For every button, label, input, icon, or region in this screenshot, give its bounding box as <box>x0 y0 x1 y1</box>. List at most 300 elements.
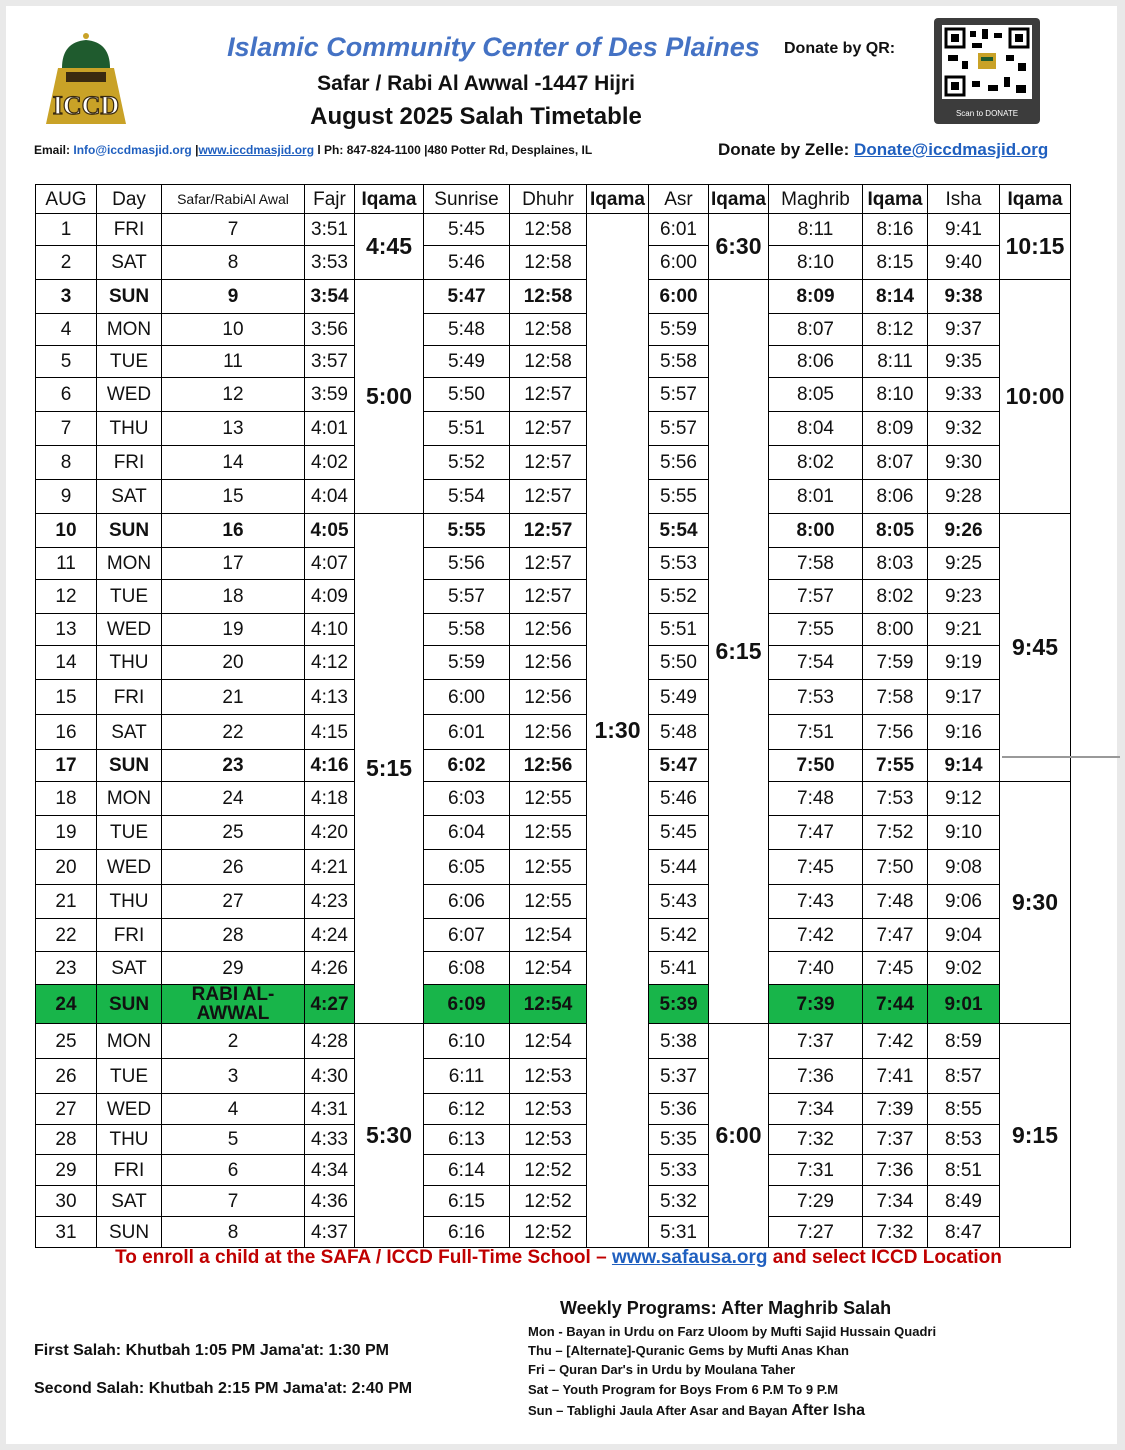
date-cell: 9 <box>36 480 97 514</box>
fajr-time-cell: 4:15 <box>305 715 355 750</box>
asr-time-cell: 5:54 <box>649 514 709 548</box>
hijri-date-cell: 16 <box>162 514 305 548</box>
dhuhr-time-cell: 12:57 <box>510 514 587 548</box>
day-cell: TUE <box>97 346 162 378</box>
sunrise-time-cell: 6:03 <box>424 782 510 816</box>
dhuhr-time-cell: 12:53 <box>510 1125 587 1155</box>
safa-link[interactable]: www.safausa.org <box>611 1247 768 1268</box>
isha-time-cell: 9:17 <box>928 680 1000 715</box>
day-cell: FRI <box>97 446 162 480</box>
fajr-time-cell: 4:05 <box>305 514 355 548</box>
dhuhr-time-cell: 12:57 <box>510 580 587 614</box>
asr-time-cell: 5:38 <box>649 1024 709 1059</box>
day-cell: MON <box>97 548 162 580</box>
asr-time-cell: 6:00 <box>649 280 709 314</box>
maghrib-time-cell: 8:06 <box>769 346 863 378</box>
table-row <box>36 850 1071 885</box>
fajr-time-cell: 4:01 <box>305 412 355 446</box>
date-cell: 7 <box>36 412 97 446</box>
day-cell: SUN <box>97 985 162 1024</box>
day-cell: SUN <box>97 514 162 548</box>
maghrib-time-cell: 7:48 <box>769 782 863 816</box>
hijri-date-cell: 27 <box>162 885 305 919</box>
fajr-time-cell: 4:37 <box>305 1217 355 1248</box>
date-cell: 6 <box>36 378 97 412</box>
dhuhr-time-cell: 12:58 <box>510 346 587 378</box>
fajr-time-cell: 3:59 <box>305 378 355 412</box>
hijri-date-cell: 7 <box>162 214 305 246</box>
column-header: Iqama <box>587 185 649 214</box>
date-cell: 23 <box>36 952 97 985</box>
sunrise-time-cell: 5:58 <box>424 614 510 646</box>
day-cell: THU <box>97 412 162 446</box>
hijri-date-cell: 25 <box>162 816 305 850</box>
table-row <box>36 1217 1071 1248</box>
isha-time-cell: 9:25 <box>928 548 1000 580</box>
zelle-label: Donate by Zelle: <box>718 140 850 159</box>
dhuhr-time-cell: 12:54 <box>510 985 587 1024</box>
isha-iqama-cell: 9:15 <box>1000 1024 1071 1248</box>
isha-time-cell: 9:23 <box>928 580 1000 614</box>
sunrise-time-cell: 5:48 <box>424 314 510 346</box>
isha-iqama-cell: 9:30 <box>1000 782 1071 1024</box>
dhuhr-time-cell: 12:57 <box>510 548 587 580</box>
donate-qr-code[interactable] <box>934 18 1040 124</box>
isha-time-cell: 9:32 <box>928 412 1000 446</box>
asr-time-cell: 5:46 <box>649 782 709 816</box>
day-cell: FRI <box>97 214 162 246</box>
isha-time-cell: 9:10 <box>928 816 1000 850</box>
dhuhr-time-cell: 12:55 <box>510 782 587 816</box>
sunrise-time-cell: 5:59 <box>424 646 510 680</box>
asr-time-cell: 5:33 <box>649 1155 709 1186</box>
email-label: Email: <box>34 143 71 157</box>
asr-time-cell: 5:31 <box>649 1217 709 1248</box>
fajr-time-cell: 4:33 <box>305 1125 355 1155</box>
sunrise-time-cell: 6:00 <box>424 680 510 715</box>
hijri-date-cell: 7 <box>162 1186 305 1217</box>
dhuhr-time-cell: 12:56 <box>510 715 587 750</box>
day-cell: THU <box>97 646 162 680</box>
maghrib-iqama-cell: 8:14 <box>863 280 928 314</box>
day-cell: THU <box>97 1125 162 1155</box>
table-row <box>36 1059 1071 1094</box>
date-cell: 13 <box>36 614 97 646</box>
table-row <box>36 378 1071 412</box>
fajr-time-cell: 4:02 <box>305 446 355 480</box>
contact-separator: | <box>195 143 199 157</box>
isha-time-cell: 9:40 <box>928 246 1000 280</box>
isha-time-cell: 9:19 <box>928 646 1000 680</box>
maghrib-iqama-cell: 7:50 <box>863 850 928 885</box>
salah-timetable <box>35 184 1071 1248</box>
dhuhr-time-cell: 12:54 <box>510 919 587 952</box>
isha-time-cell: 9:08 <box>928 850 1000 885</box>
dhuhr-time-cell: 12:55 <box>510 816 587 850</box>
sunrise-time-cell: 6:16 <box>424 1217 510 1248</box>
table-row <box>36 816 1071 850</box>
enroll-tail: and select ICCD Location <box>772 1247 1002 1268</box>
column-header: Sunrise <box>424 185 510 214</box>
fajr-iqama-cell: 5:00 <box>355 280 424 514</box>
timetable-title: August 2025 Salah Timetable <box>310 103 642 130</box>
hijri-date-cell: 20 <box>162 646 305 680</box>
sunrise-time-cell: 6:08 <box>424 952 510 985</box>
hijri-date-cell: 9 <box>162 280 305 314</box>
svg-text:ICCD: ICCD <box>52 91 120 120</box>
maghrib-time-cell: 7:32 <box>769 1125 863 1155</box>
date-cell: 2 <box>36 246 97 280</box>
isha-time-cell: 8:59 <box>928 1024 1000 1059</box>
asr-time-cell: 5:57 <box>649 412 709 446</box>
phone-address: l Ph: 847-824-1100 |480 Potter Rd, Desplaines, IL <box>314 143 593 157</box>
table-row <box>36 1155 1071 1186</box>
fajr-time-cell: 4:26 <box>305 952 355 985</box>
isha-time-cell: 9:37 <box>928 314 1000 346</box>
asr-time-cell: 5:49 <box>649 680 709 715</box>
maghrib-iqama-cell: 8:15 <box>863 246 928 280</box>
table-row <box>36 580 1071 614</box>
dhuhr-time-cell: 12:52 <box>510 1217 587 1248</box>
isha-time-cell: 8:57 <box>928 1059 1000 1094</box>
asr-time-cell: 5:35 <box>649 1125 709 1155</box>
dhuhr-time-cell: 12:56 <box>510 750 587 782</box>
fajr-time-cell: 4:09 <box>305 580 355 614</box>
date-cell: 29 <box>36 1155 97 1186</box>
fajr-time-cell: 4:24 <box>305 919 355 952</box>
isha-time-cell: 9:01 <box>928 985 1000 1024</box>
column-header: Day <box>97 185 162 214</box>
column-header: Iqama <box>709 185 769 214</box>
sunrise-time-cell: 5:52 <box>424 446 510 480</box>
date-cell: 31 <box>36 1217 97 1248</box>
date-cell: 16 <box>36 715 97 750</box>
hijri-date-cell: 21 <box>162 680 305 715</box>
maghrib-time-cell: 7:29 <box>769 1186 863 1217</box>
dhuhr-time-cell: 12:58 <box>510 280 587 314</box>
hijri-date-cell: 2 <box>162 1024 305 1059</box>
sunrise-time-cell: 6:10 <box>424 1024 510 1059</box>
asr-time-cell: 5:50 <box>649 646 709 680</box>
asr-time-cell: 5:56 <box>649 446 709 480</box>
column-header: Iqama <box>1000 185 1071 214</box>
asr-time-cell: 5:45 <box>649 816 709 850</box>
date-cell: 8 <box>36 446 97 480</box>
maghrib-iqama-cell: 8:00 <box>863 614 928 646</box>
maghrib-time-cell: 7:43 <box>769 885 863 919</box>
day-cell: MON <box>97 1024 162 1059</box>
dhuhr-time-cell: 12:58 <box>510 246 587 280</box>
day-cell: FRI <box>97 919 162 952</box>
maghrib-time-cell: 7:53 <box>769 680 863 715</box>
column-header: Iqama <box>863 185 928 214</box>
day-cell: SAT <box>97 480 162 514</box>
table-row <box>36 1024 1071 1059</box>
dhuhr-time-cell: 12:57 <box>510 446 587 480</box>
sunrise-time-cell: 6:14 <box>424 1155 510 1186</box>
first-jumah-salah: First Salah: Khutbah 1:05 PM Jama'at: 1:30 PM <box>34 1342 390 1359</box>
date-cell: 26 <box>36 1059 97 1094</box>
isha-time-cell: 9:06 <box>928 885 1000 919</box>
maghrib-time-cell: 8:01 <box>769 480 863 514</box>
fajr-time-cell: 4:16 <box>305 750 355 782</box>
date-cell: 27 <box>36 1094 97 1125</box>
asr-time-cell: 6:00 <box>649 246 709 280</box>
hijri-date-cell: 15 <box>162 480 305 514</box>
maghrib-time-cell: 7:50 <box>769 750 863 782</box>
isha-iqama-cell: 10:00 <box>1000 280 1071 514</box>
program-sunday <box>528 1402 865 1420</box>
fajr-time-cell: 4:13 <box>305 680 355 715</box>
asr-time-cell: 5:47 <box>649 750 709 782</box>
hijri-date-cell: 18 <box>162 580 305 614</box>
sunrise-time-cell: 6:12 <box>424 1094 510 1125</box>
dhuhr-time-cell: 12:56 <box>510 646 587 680</box>
maghrib-iqama-cell: 7:47 <box>863 919 928 952</box>
fajr-time-cell: 4:20 <box>305 816 355 850</box>
fajr-time-cell: 3:56 <box>305 314 355 346</box>
asr-time-cell: 6:01 <box>649 214 709 246</box>
asr-time-cell: 5:37 <box>649 1059 709 1094</box>
hijri-date-cell: 10 <box>162 314 305 346</box>
maghrib-time-cell: 7:40 <box>769 952 863 985</box>
sunrise-time-cell: 6:09 <box>424 985 510 1024</box>
maghrib-iqama-cell: 7:39 <box>863 1094 928 1125</box>
maghrib-time-cell: 8:10 <box>769 246 863 280</box>
program-thursday: Thu – [Alternate]-Quranic Gems by Mufti Anas Khan <box>528 1343 849 1358</box>
table-row <box>36 246 1071 280</box>
column-header: Asr <box>649 185 709 214</box>
fajr-time-cell: 4:34 <box>305 1155 355 1186</box>
maghrib-iqama-cell: 8:16 <box>863 214 928 246</box>
table-row <box>36 214 1071 246</box>
zelle-line <box>718 140 1048 160</box>
maghrib-iqama-cell: 8:02 <box>863 580 928 614</box>
dhuhr-iqama-cell: 1:30 <box>587 214 649 1248</box>
sunrise-time-cell: 5:50 <box>424 378 510 412</box>
fajr-time-cell: 4:30 <box>305 1059 355 1094</box>
sunrise-time-cell: 5:51 <box>424 412 510 446</box>
day-cell: SAT <box>97 246 162 280</box>
hijri-date-cell: 13 <box>162 412 305 446</box>
hijri-date-cell: 12 <box>162 378 305 412</box>
day-cell: WED <box>97 378 162 412</box>
day-cell: MON <box>97 314 162 346</box>
date-cell: 4 <box>36 314 97 346</box>
date-cell: 28 <box>36 1125 97 1155</box>
day-cell: MON <box>97 782 162 816</box>
program-monday: Mon - Bayan in Urdu on Farz Uloom by Mufti Sajid Hussain Quadri <box>528 1324 937 1339</box>
hijri-date-cell: 17 <box>162 548 305 580</box>
edge-line <box>1002 756 1120 758</box>
date-cell: 17 <box>36 750 97 782</box>
hijri-date-cell: RABI AL-AWWAL <box>162 985 305 1024</box>
asr-time-cell: 5:42 <box>649 919 709 952</box>
column-header: Fajr <box>305 185 355 214</box>
maghrib-time-cell: 7:36 <box>769 1059 863 1094</box>
fajr-time-cell: 4:04 <box>305 480 355 514</box>
asr-time-cell: 5:48 <box>649 715 709 750</box>
sunrise-time-cell: 6:06 <box>424 885 510 919</box>
sunrise-time-cell: 5:57 <box>424 580 510 614</box>
date-cell: 15 <box>36 680 97 715</box>
hijri-date-cell: 29 <box>162 952 305 985</box>
fajr-time-cell: 4:18 <box>305 782 355 816</box>
maghrib-time-cell: 7:45 <box>769 850 863 885</box>
enroll-notice <box>36 1247 1081 1269</box>
sunrise-time-cell: 5:54 <box>424 480 510 514</box>
hijri-date-cell: 22 <box>162 715 305 750</box>
column-header: Isha <box>928 185 1000 214</box>
date-cell: 20 <box>36 850 97 885</box>
dhuhr-time-cell: 12:57 <box>510 412 587 446</box>
isha-time-cell: 8:47 <box>928 1217 1000 1248</box>
maghrib-time-cell: 7:55 <box>769 614 863 646</box>
column-header: AUG <box>36 185 97 214</box>
day-cell: WED <box>97 850 162 885</box>
day-cell: FRI <box>97 680 162 715</box>
hijri-date-cell: 8 <box>162 1217 305 1248</box>
hijri-date-cell: 19 <box>162 614 305 646</box>
iccd-logo <box>36 28 136 128</box>
dhuhr-time-cell: 12:53 <box>510 1059 587 1094</box>
hijri-date-cell: 8 <box>162 246 305 280</box>
dhuhr-time-cell: 12:55 <box>510 850 587 885</box>
maghrib-time-cell: 7:27 <box>769 1217 863 1248</box>
date-cell: 12 <box>36 580 97 614</box>
zelle-email-link[interactable]: Donate@iccdmasjid.org <box>854 140 1049 159</box>
enroll-text: To enroll a child at the SAFA / ICCD Full-Time School – <box>115 1247 607 1268</box>
sunrise-time-cell: 6:11 <box>424 1059 510 1094</box>
program-sunday-after-isha: After Isha <box>791 1402 866 1419</box>
isha-time-cell: 9:41 <box>928 214 1000 246</box>
email-link[interactable]: Info@iccdmasjid.org <box>73 143 192 157</box>
maghrib-iqama-cell: 7:36 <box>863 1155 928 1186</box>
fajr-time-cell: 4:10 <box>305 614 355 646</box>
hijri-date-cell: 28 <box>162 919 305 952</box>
asr-time-cell: 5:44 <box>649 850 709 885</box>
fajr-time-cell: 4:28 <box>305 1024 355 1059</box>
dhuhr-time-cell: 12:56 <box>510 680 587 715</box>
asr-time-cell: 5:53 <box>649 548 709 580</box>
dhuhr-time-cell: 12:58 <box>510 314 587 346</box>
fajr-time-cell: 4:27 <box>305 985 355 1024</box>
sunrise-time-cell: 5:45 <box>424 214 510 246</box>
day-cell: SAT <box>97 715 162 750</box>
sunrise-time-cell: 6:13 <box>424 1125 510 1155</box>
sunrise-time-cell: 6:15 <box>424 1186 510 1217</box>
dhuhr-time-cell: 12:54 <box>510 1024 587 1059</box>
isha-time-cell: 9:04 <box>928 919 1000 952</box>
maghrib-time-cell: 7:47 <box>769 816 863 850</box>
maghrib-iqama-cell: 7:37 <box>863 1125 928 1155</box>
table-row <box>36 750 1071 782</box>
table-row <box>36 280 1071 314</box>
column-header: Dhuhr <box>510 185 587 214</box>
qr-icon <box>942 25 1032 99</box>
fajr-time-cell: 4:12 <box>305 646 355 680</box>
hijri-date-cell: 26 <box>162 850 305 885</box>
maghrib-time-cell: 7:31 <box>769 1155 863 1186</box>
maghrib-time-cell: 8:09 <box>769 280 863 314</box>
isha-time-cell: 9:12 <box>928 782 1000 816</box>
maghrib-iqama-cell: 7:59 <box>863 646 928 680</box>
asr-time-cell: 5:57 <box>649 378 709 412</box>
sunrise-time-cell: 6:01 <box>424 715 510 750</box>
maghrib-time-cell: 8:11 <box>769 214 863 246</box>
program-friday: Fri – Quran Dar's in Urdu by Moulana Taher <box>528 1362 796 1377</box>
table-row <box>36 314 1071 346</box>
maghrib-iqama-cell: 7:55 <box>863 750 928 782</box>
isha-time-cell: 8:55 <box>928 1094 1000 1125</box>
maghrib-time-cell: 7:57 <box>769 580 863 614</box>
table-row <box>36 1094 1071 1125</box>
maghrib-iqama-cell: 7:48 <box>863 885 928 919</box>
maghrib-time-cell: 7:34 <box>769 1094 863 1125</box>
table-row <box>36 782 1071 816</box>
isha-time-cell: 9:33 <box>928 378 1000 412</box>
maghrib-time-cell: 8:07 <box>769 314 863 346</box>
date-cell: 1 <box>36 214 97 246</box>
sunrise-time-cell: 5:47 <box>424 280 510 314</box>
table-row <box>36 446 1071 480</box>
maghrib-iqama-cell: 8:10 <box>863 378 928 412</box>
asr-time-cell: 5:55 <box>649 480 709 514</box>
asr-time-cell: 5:43 <box>649 885 709 919</box>
sunrise-time-cell: 6:07 <box>424 919 510 952</box>
maghrib-iqama-cell: 8:09 <box>863 412 928 446</box>
date-cell: 21 <box>36 885 97 919</box>
maghrib-iqama-cell: 7:58 <box>863 680 928 715</box>
date-cell: 25 <box>36 1024 97 1059</box>
dhuhr-time-cell: 12:54 <box>510 952 587 985</box>
fajr-time-cell: 3:53 <box>305 246 355 280</box>
isha-time-cell: 9:35 <box>928 346 1000 378</box>
isha-time-cell: 9:21 <box>928 614 1000 646</box>
maghrib-time-cell: 7:54 <box>769 646 863 680</box>
maghrib-iqama-cell: 7:44 <box>863 985 928 1024</box>
hijri-date-cell: 11 <box>162 346 305 378</box>
table-row <box>36 919 1071 952</box>
maghrib-time-cell: 7:42 <box>769 919 863 952</box>
date-cell: 10 <box>36 514 97 548</box>
dhuhr-time-cell: 12:56 <box>510 614 587 646</box>
fajr-time-cell: 4:23 <box>305 885 355 919</box>
timetable-page <box>6 6 1117 1444</box>
date-cell: 5 <box>36 346 97 378</box>
hijri-month: Safar / Rabi Al Awwal -1447 Hijri <box>317 72 635 95</box>
table-row <box>36 514 1071 548</box>
table-row <box>36 885 1071 919</box>
day-cell: TUE <box>97 580 162 614</box>
table-row <box>36 1186 1071 1217</box>
date-cell: 30 <box>36 1186 97 1217</box>
asr-time-cell: 5:41 <box>649 952 709 985</box>
maghrib-iqama-cell: 8:07 <box>863 446 928 480</box>
sunrise-time-cell: 5:56 <box>424 548 510 580</box>
hijri-date-cell: 4 <box>162 1094 305 1125</box>
donate-qr-label: Donate by QR: <box>784 40 896 57</box>
website-link[interactable]: www.iccdmasjid.org <box>198 143 315 157</box>
isha-time-cell: 9:16 <box>928 715 1000 750</box>
dhuhr-time-cell: 12:57 <box>510 480 587 514</box>
column-header: Safar/RabiAl Awal <box>162 185 305 214</box>
asr-time-cell: 5:51 <box>649 614 709 646</box>
date-cell: 22 <box>36 919 97 952</box>
fajr-time-cell: 4:36 <box>305 1186 355 1217</box>
isha-time-cell: 8:49 <box>928 1186 1000 1217</box>
isha-iqama-cell: 9:45 <box>1000 514 1071 782</box>
